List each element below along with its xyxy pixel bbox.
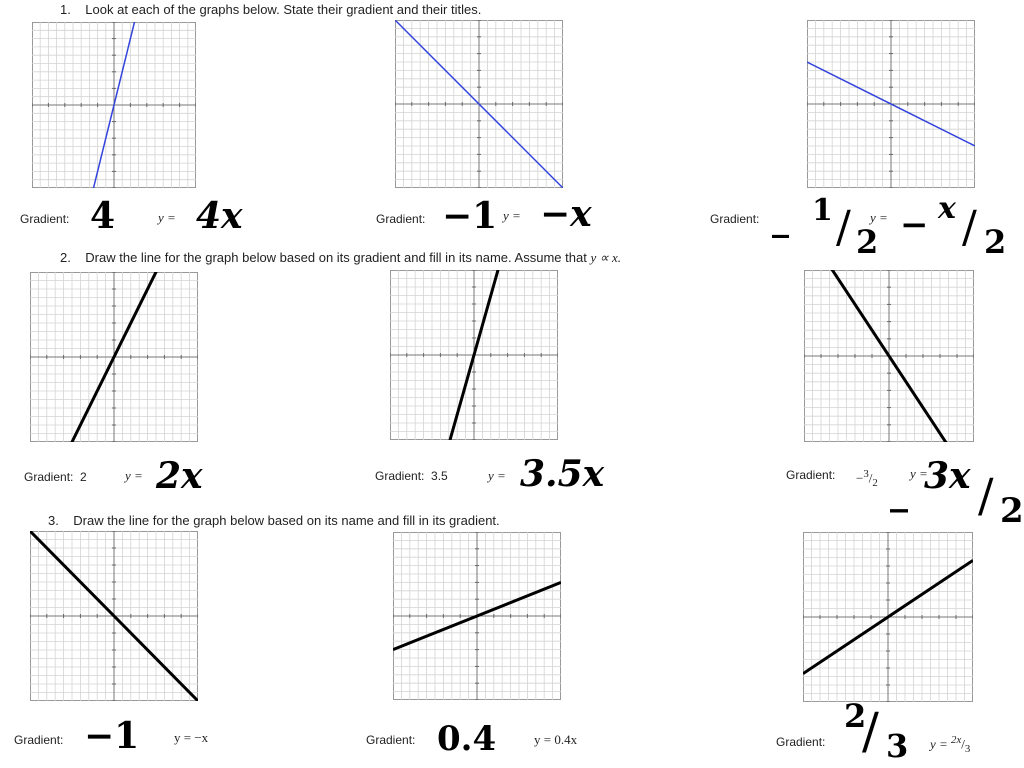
gradient-label-r2-1	[24, 470, 87, 484]
graph-r1-2	[395, 20, 563, 188]
question-2	[60, 250, 621, 266]
equation-r3-2: y = 0.4x	[534, 732, 578, 747]
gradient-den-r1-3: 2	[856, 223, 879, 261]
graph-r2-3	[804, 270, 974, 442]
question-2-number: 2.	[60, 250, 71, 265]
y-equals-r1-1	[158, 210, 176, 226]
gradient-slash-r3-3: /	[862, 702, 879, 760]
equation-num-r2-3: 3x	[924, 455, 971, 497]
gradient-label-r3-1: Gradient:	[14, 733, 64, 747]
gradient-label-r3-3: Gradient:	[776, 735, 826, 749]
equation-sign-r2-3: _	[890, 471, 908, 513]
y-equals-text-r2-3: y =	[910, 466, 928, 481]
equation-num-r3-3: 2x	[951, 734, 962, 746]
equation-answer-r1-2: −x	[540, 193, 592, 235]
equation-den-r1-3: 2	[984, 223, 1007, 261]
question-1-text: Look at each of the graphs below. State their gradient and their titles.	[85, 2, 482, 17]
equation-answer-r2-2: 3.5x	[520, 453, 605, 495]
equation-r3-1: y = −x	[174, 730, 209, 745]
equation-sign-r1-3: −	[900, 205, 929, 245]
equation-slash-r1-3: /	[962, 202, 977, 253]
gradient-den-r2-3: 2	[872, 476, 878, 489]
gradient-answer-r3-1: −1	[84, 715, 140, 757]
gradient-label-r2-3: Gradient:	[786, 468, 836, 482]
gradient-answer-r1-1: 4	[90, 195, 116, 237]
y-equals-text-r2-1: y =	[125, 468, 143, 483]
graph-r3-2	[393, 532, 561, 700]
equation-num-r1-3: x	[938, 191, 956, 226]
gradient-num-r2-3: 3	[863, 468, 869, 480]
equation-answer-r2-1: 2x	[156, 455, 203, 497]
y-equals-text-r1-2: y =	[503, 208, 521, 223]
graph-r2-1	[30, 272, 198, 442]
y-equals-text-r1-1: y =	[158, 210, 176, 225]
y-equals-r2-2	[488, 468, 506, 484]
gradient-answer-r1-2: −1	[442, 195, 498, 237]
y-equals-r1-3	[870, 210, 888, 226]
equation-den-r2-3: 2	[1000, 491, 1024, 531]
question-3-text: Draw the line for the graph below based on its name and fill in its gradient.	[73, 513, 500, 528]
gradient-slash-r1-3: /	[836, 202, 851, 253]
gradient-den-r3-3: 3	[886, 727, 909, 765]
graph-r1-3	[807, 20, 975, 188]
gradient-label-text-r2-2: Gradient:	[375, 469, 425, 483]
gradient-label-text-r2-1: Gradient:	[24, 470, 74, 484]
equation-den-r3-3: 3	[964, 742, 971, 755]
gradient-answer-r3-2: 0.4	[437, 719, 497, 759]
graph-r3-1	[30, 531, 198, 701]
question-3	[48, 513, 500, 528]
gradient-prefix-r2-3: −	[856, 470, 864, 486]
y-equals-r1-2	[503, 208, 521, 224]
y-equals-text-r2-2: y =	[488, 468, 506, 483]
gradient-label-r1-2: Gradient:	[376, 212, 426, 226]
gradient-num-r3-3: 2	[844, 697, 867, 735]
equation-r3-3: $y = ^{2x}/_3$	[930, 734, 971, 755]
question-2-math: y ∝ x.	[590, 250, 622, 265]
gradient-label-r2-2	[375, 469, 448, 483]
gradient-label-r3-2: Gradient:	[366, 733, 416, 747]
gradient-label-r1-1: Gradient:	[20, 212, 70, 226]
gradient-value-r2-1: 2	[80, 470, 87, 484]
equation-prefix-r3-3: y =	[930, 736, 948, 752]
gradient-value-r2-3: $-^3/_2$	[856, 468, 878, 489]
gradient-sign-r1-3: _	[772, 199, 789, 239]
gradient-num-r1-3: 1	[812, 193, 833, 228]
y-equals-text-r1-3: y =	[870, 210, 888, 225]
equation-slash-r2-3: /	[978, 468, 994, 522]
graph-r3-3	[803, 532, 973, 702]
question-3-number: 3.	[48, 513, 59, 528]
graph-r2-2	[390, 270, 558, 440]
y-equals-r2-1	[125, 468, 143, 484]
gradient-label-r1-3: Gradient:	[710, 212, 760, 226]
question-1-number: 1.	[60, 2, 71, 17]
question-2-text: Draw the line for the graph below based on its gradient and fill in its name. Assume that	[85, 250, 587, 265]
equation-answer-r1-1: 4x	[196, 195, 243, 237]
gradient-value-r2-2: 3.5	[431, 469, 448, 483]
question-1	[60, 2, 481, 17]
graph-r1-1	[32, 22, 196, 188]
